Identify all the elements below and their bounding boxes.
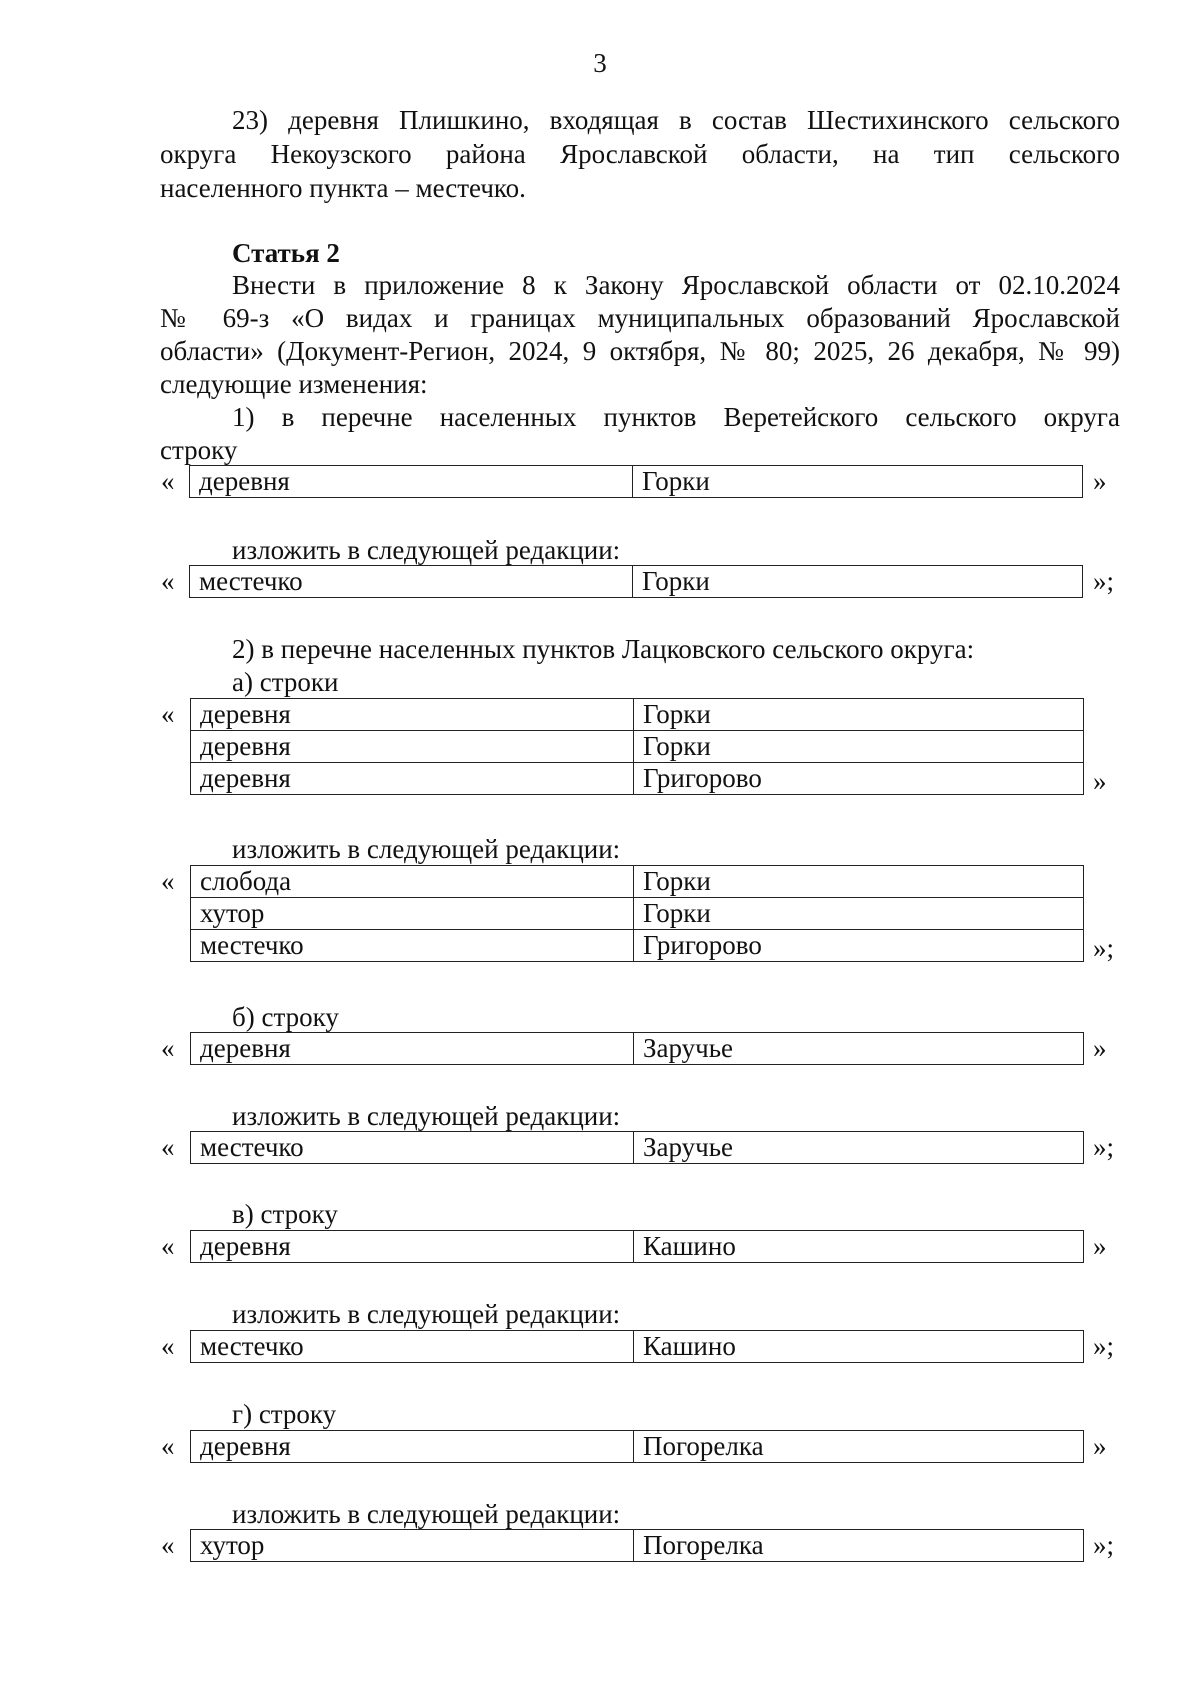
point2g-old-table <box>190 1430 1084 1463</box>
point2a-new-table <box>190 865 1084 962</box>
settlement-name-cell: Григорово <box>634 930 1084 962</box>
table-row <box>191 1530 1084 1562</box>
point2a-label: а) строки <box>232 667 339 697</box>
table-row <box>190 566 1083 598</box>
settlement-type-cell: деревня <box>191 763 634 795</box>
article2-line3: области» (Документ-Регион, 2024, 9 октября, № 80; 2025, 26 декабря, № 99) <box>160 336 1120 366</box>
table-row <box>191 1033 1084 1065</box>
settlement-type-cell: деревня <box>191 1231 634 1263</box>
settlement-name-cell: Горки <box>634 699 1084 731</box>
settlement-name-cell: Погорелка <box>634 1431 1084 1463</box>
settlement-type-cell: деревня <box>191 731 634 763</box>
open-quote: « <box>161 566 175 596</box>
settlement-type-cell: хутор <box>191 898 634 930</box>
article2-line2: № 69-з «О видах и границах муниципальных образований Ярославской <box>160 303 1120 333</box>
settlement-name-cell: Горки <box>634 866 1084 898</box>
new-version-label: изложить в следующей редакции: <box>232 1299 621 1329</box>
point2v-label: в) строку <box>232 1199 338 1229</box>
item23-line1: 23) деревня Плишкино, входящая в состав Шестихинского сельского <box>232 105 1120 135</box>
settlement-name-cell: Погорелка <box>634 1530 1084 1562</box>
item23-line3: населенного пункта – местечко. <box>160 173 526 203</box>
settlement-type-cell: слобода <box>191 866 634 898</box>
settlement-name-cell: Кашино <box>634 1231 1084 1263</box>
open-quote: « <box>161 699 175 729</box>
article-title: Статья 2 <box>232 238 340 268</box>
settlement-type-cell: местечко <box>191 1331 634 1363</box>
settlement-name-cell: Заручье <box>634 1132 1084 1164</box>
table-row <box>191 1431 1084 1463</box>
open-quote: « <box>161 1431 175 1461</box>
settlement-type-cell: хутор <box>191 1530 634 1562</box>
settlement-type-cell: деревня <box>191 1431 634 1463</box>
settlement-name-cell: Горки <box>633 566 1083 598</box>
close-quote: » <box>1093 1033 1107 1063</box>
point2b-old-table <box>190 1032 1084 1065</box>
table-row <box>190 466 1083 498</box>
table-row <box>191 898 1084 930</box>
open-quote: « <box>161 1033 175 1063</box>
settlement-name-cell: Кашино <box>634 1331 1084 1363</box>
settlement-type-cell: местечко <box>190 566 633 598</box>
close-quote: »; <box>1093 1132 1115 1162</box>
close-quote: »; <box>1093 1331 1115 1361</box>
point2b-label: б) строку <box>232 1002 339 1032</box>
settlement-name-cell: Горки <box>633 466 1083 498</box>
close-quote: » <box>1093 466 1107 496</box>
point2v-new-table <box>190 1330 1084 1363</box>
open-quote: « <box>161 1132 175 1162</box>
point1-line2: строку <box>160 435 238 465</box>
point2-intro: 2) в перечне населенных пунктов Лацковского сельского округа: <box>232 634 975 664</box>
table-row <box>191 930 1084 962</box>
settlement-type-cell: деревня <box>191 1033 634 1065</box>
open-quote: « <box>161 1231 175 1261</box>
new-version-label: изложить в следующей редакции: <box>232 1499 621 1529</box>
point2g-new-table <box>190 1529 1084 1562</box>
article2-line1: Внести в приложение 8 к Закону Ярославской области от 02.10.2024 <box>232 270 1120 300</box>
point2v-old-table <box>190 1230 1084 1263</box>
table-row <box>191 763 1084 795</box>
page-number: 3 <box>593 48 607 78</box>
close-quote: »; <box>1093 566 1115 596</box>
open-quote: « <box>161 1331 175 1361</box>
table-row <box>191 699 1084 731</box>
settlement-name-cell: Горки <box>634 731 1084 763</box>
point1-new-table <box>189 565 1083 598</box>
point2b-new-table <box>190 1131 1084 1164</box>
new-version-label: изложить в следующей редакции: <box>232 834 621 864</box>
article2-line4: следующие изменения: <box>160 369 428 399</box>
close-quote: »; <box>1093 1530 1115 1560</box>
table-row <box>191 1132 1084 1164</box>
new-version-label: изложить в следующей редакции: <box>232 1101 621 1131</box>
point2a-old-table <box>190 698 1084 795</box>
close-quote: » <box>1093 1431 1107 1461</box>
open-quote: « <box>161 1530 175 1560</box>
open-quote: « <box>161 466 175 496</box>
settlement-name-cell: Горки <box>634 898 1084 930</box>
table-row <box>191 1231 1084 1263</box>
settlement-type-cell: местечко <box>191 930 634 962</box>
close-quote: »; <box>1093 933 1115 963</box>
settlement-type-cell: местечко <box>191 1132 634 1164</box>
table-row <box>191 731 1084 763</box>
open-quote: « <box>161 866 175 896</box>
point1-line1: 1) в перечне населенных пунктов Веретейского сельского округа <box>232 402 1120 432</box>
close-quote: » <box>1093 766 1107 796</box>
point2g-label: г) строку <box>232 1399 337 1429</box>
item23-line2: округа Некоузского района Ярославской области, на тип сельского <box>160 139 1120 169</box>
settlement-type-cell: деревня <box>191 699 634 731</box>
settlement-name-cell: Григорово <box>634 763 1084 795</box>
settlement-type-cell: деревня <box>190 466 633 498</box>
table-row <box>191 866 1084 898</box>
point1-old-table <box>189 465 1083 498</box>
settlement-name-cell: Заручье <box>634 1033 1084 1065</box>
table-row <box>191 1331 1084 1363</box>
new-version-label: изложить в следующей редакции: <box>232 535 621 565</box>
close-quote: » <box>1093 1231 1107 1261</box>
